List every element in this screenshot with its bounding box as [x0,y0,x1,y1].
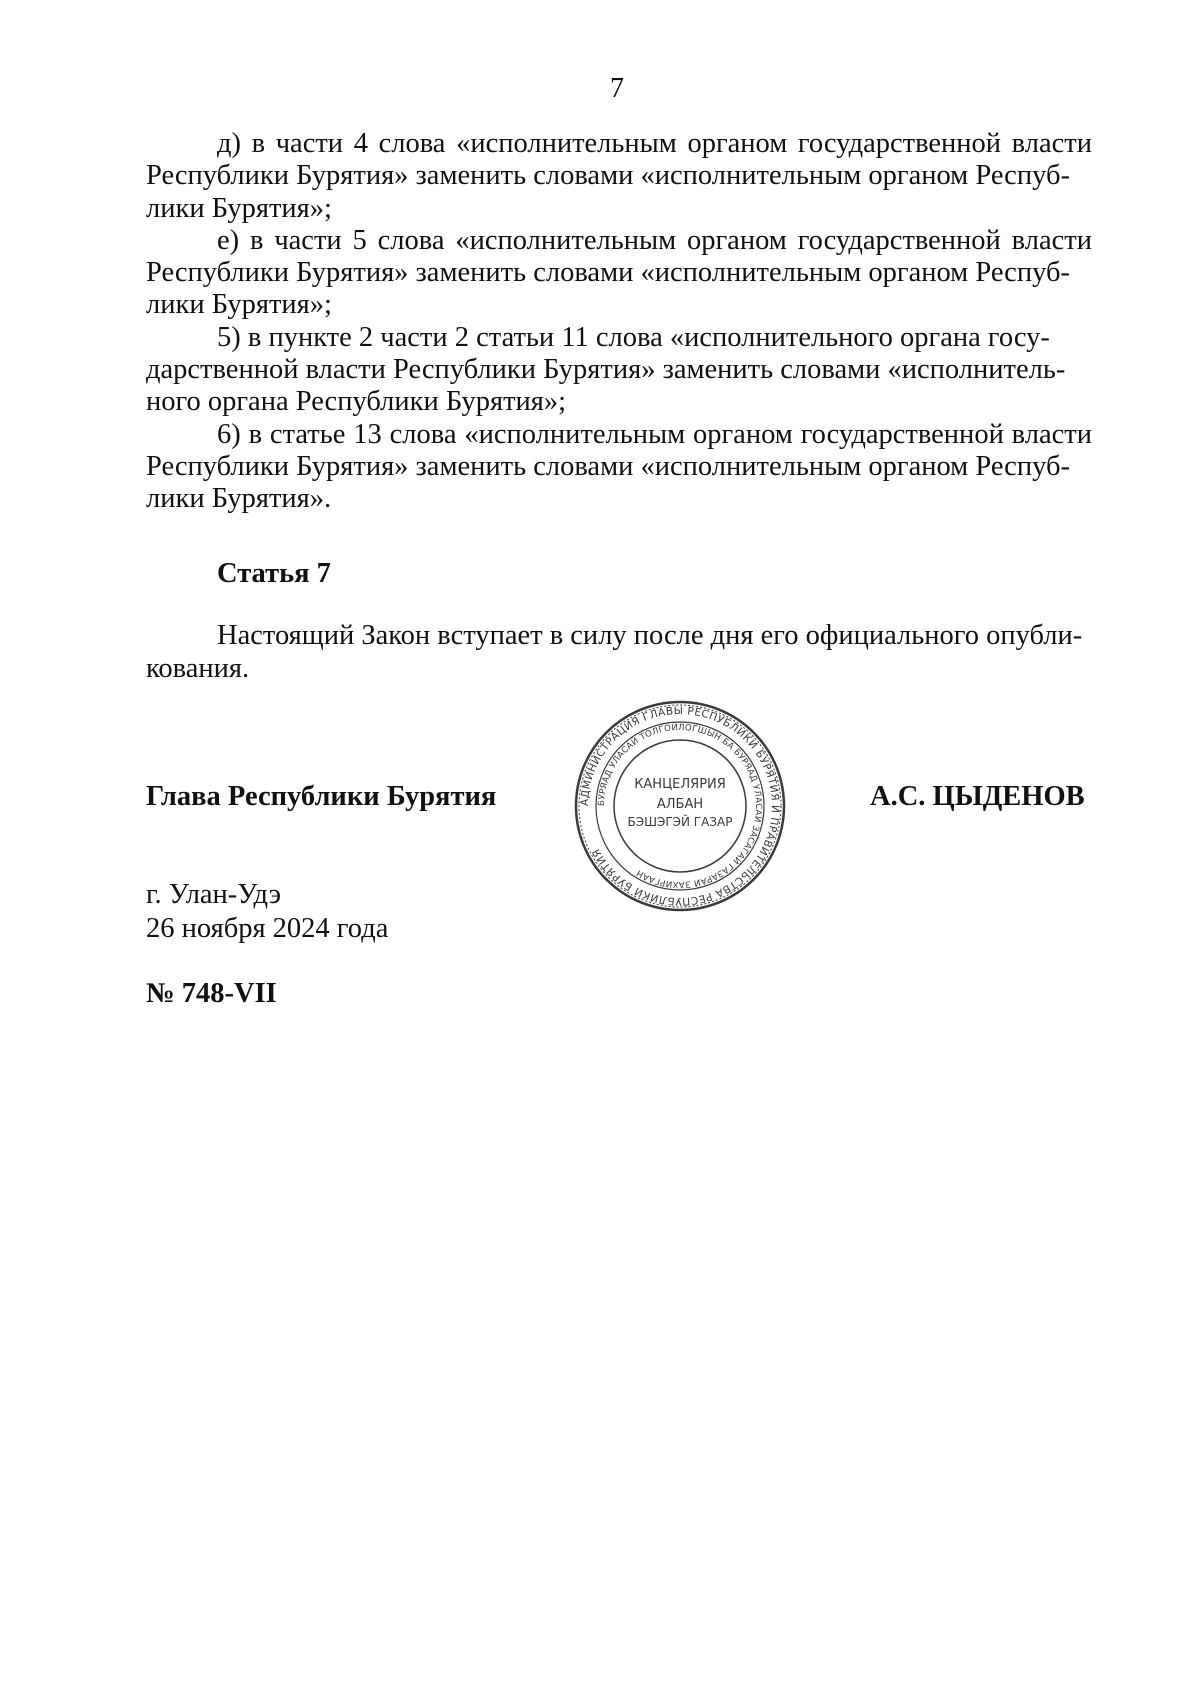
amendment-paragraph-5: 5) в пункте 2 части 2 статьи 11 слова «исполнительного органа госу- дарственной власти Республики Бурятия» заменить словами «исполнитель- ного органа Республики Бурятия»; [146,321,1066,418]
official-seal-icon [572,698,788,914]
seal-center-line-2: АЛБАН [656,797,704,812]
signer-name: А.С. ЦЫДЕНОВ [870,781,1085,812]
page-number: 7 [610,73,624,104]
signing-date: 26 ноября 2024 года [146,913,389,944]
city: г. Улан-Удэ [146,879,281,910]
amendment-paragraph-6: 6) в статье 13 слова «исполнительным органом государственной власти Республики Бурятия» заменить словами «исполнительным органом Респуб- лики Бурятия». [146,418,1092,515]
amendment-list [146,128,1092,516]
effective-date-paragraph: Настоящий Закон вступает в силу после дня его официального опубли- кования. [146,620,1083,684]
seal-center-line-1: КАНЦЕЛЯРИЯ [634,777,726,792]
amendment-paragraph-d: д) в части 4 слова «исполнительным органом государственной власти Республики Бурятия» заменить словами «исполнительным органом Респуб- лики Бурятия»; [146,128,1092,224]
amendment-paragraph-e: е) в части 5 слова «исполнительным органом государственной власти Республики Бурятия» заменить словами «исполнительным органом Респуб- лики Бурятия»; [146,224,1092,321]
article-heading: Статья 7 [217,558,331,589]
signer-title: Глава Республики Бурятия [146,781,497,812]
seal-inner-text: БУРЯАД УЛАСАЙ ТОЛГОЙЛОГШЫН БА БУРЯАД УЛАСАЙ ЗАСАГАЙ ГАЗАРАЙ ЗАХИРГААН [596,722,764,890]
law-number: № 748-VII [146,978,277,1009]
seal-center-line-3: БЭШЭГЭЙ ГАЗАР [627,815,733,829]
seal-outer-text: АДМИНИСТРАЦИЯ ГЛАВЫ РЕСПУБЛИКИ БУРЯТИЯ И ПРАВИТЕЛЬСТВА РЕСПУБЛИКИ БУРЯТИЯ [578,704,782,908]
